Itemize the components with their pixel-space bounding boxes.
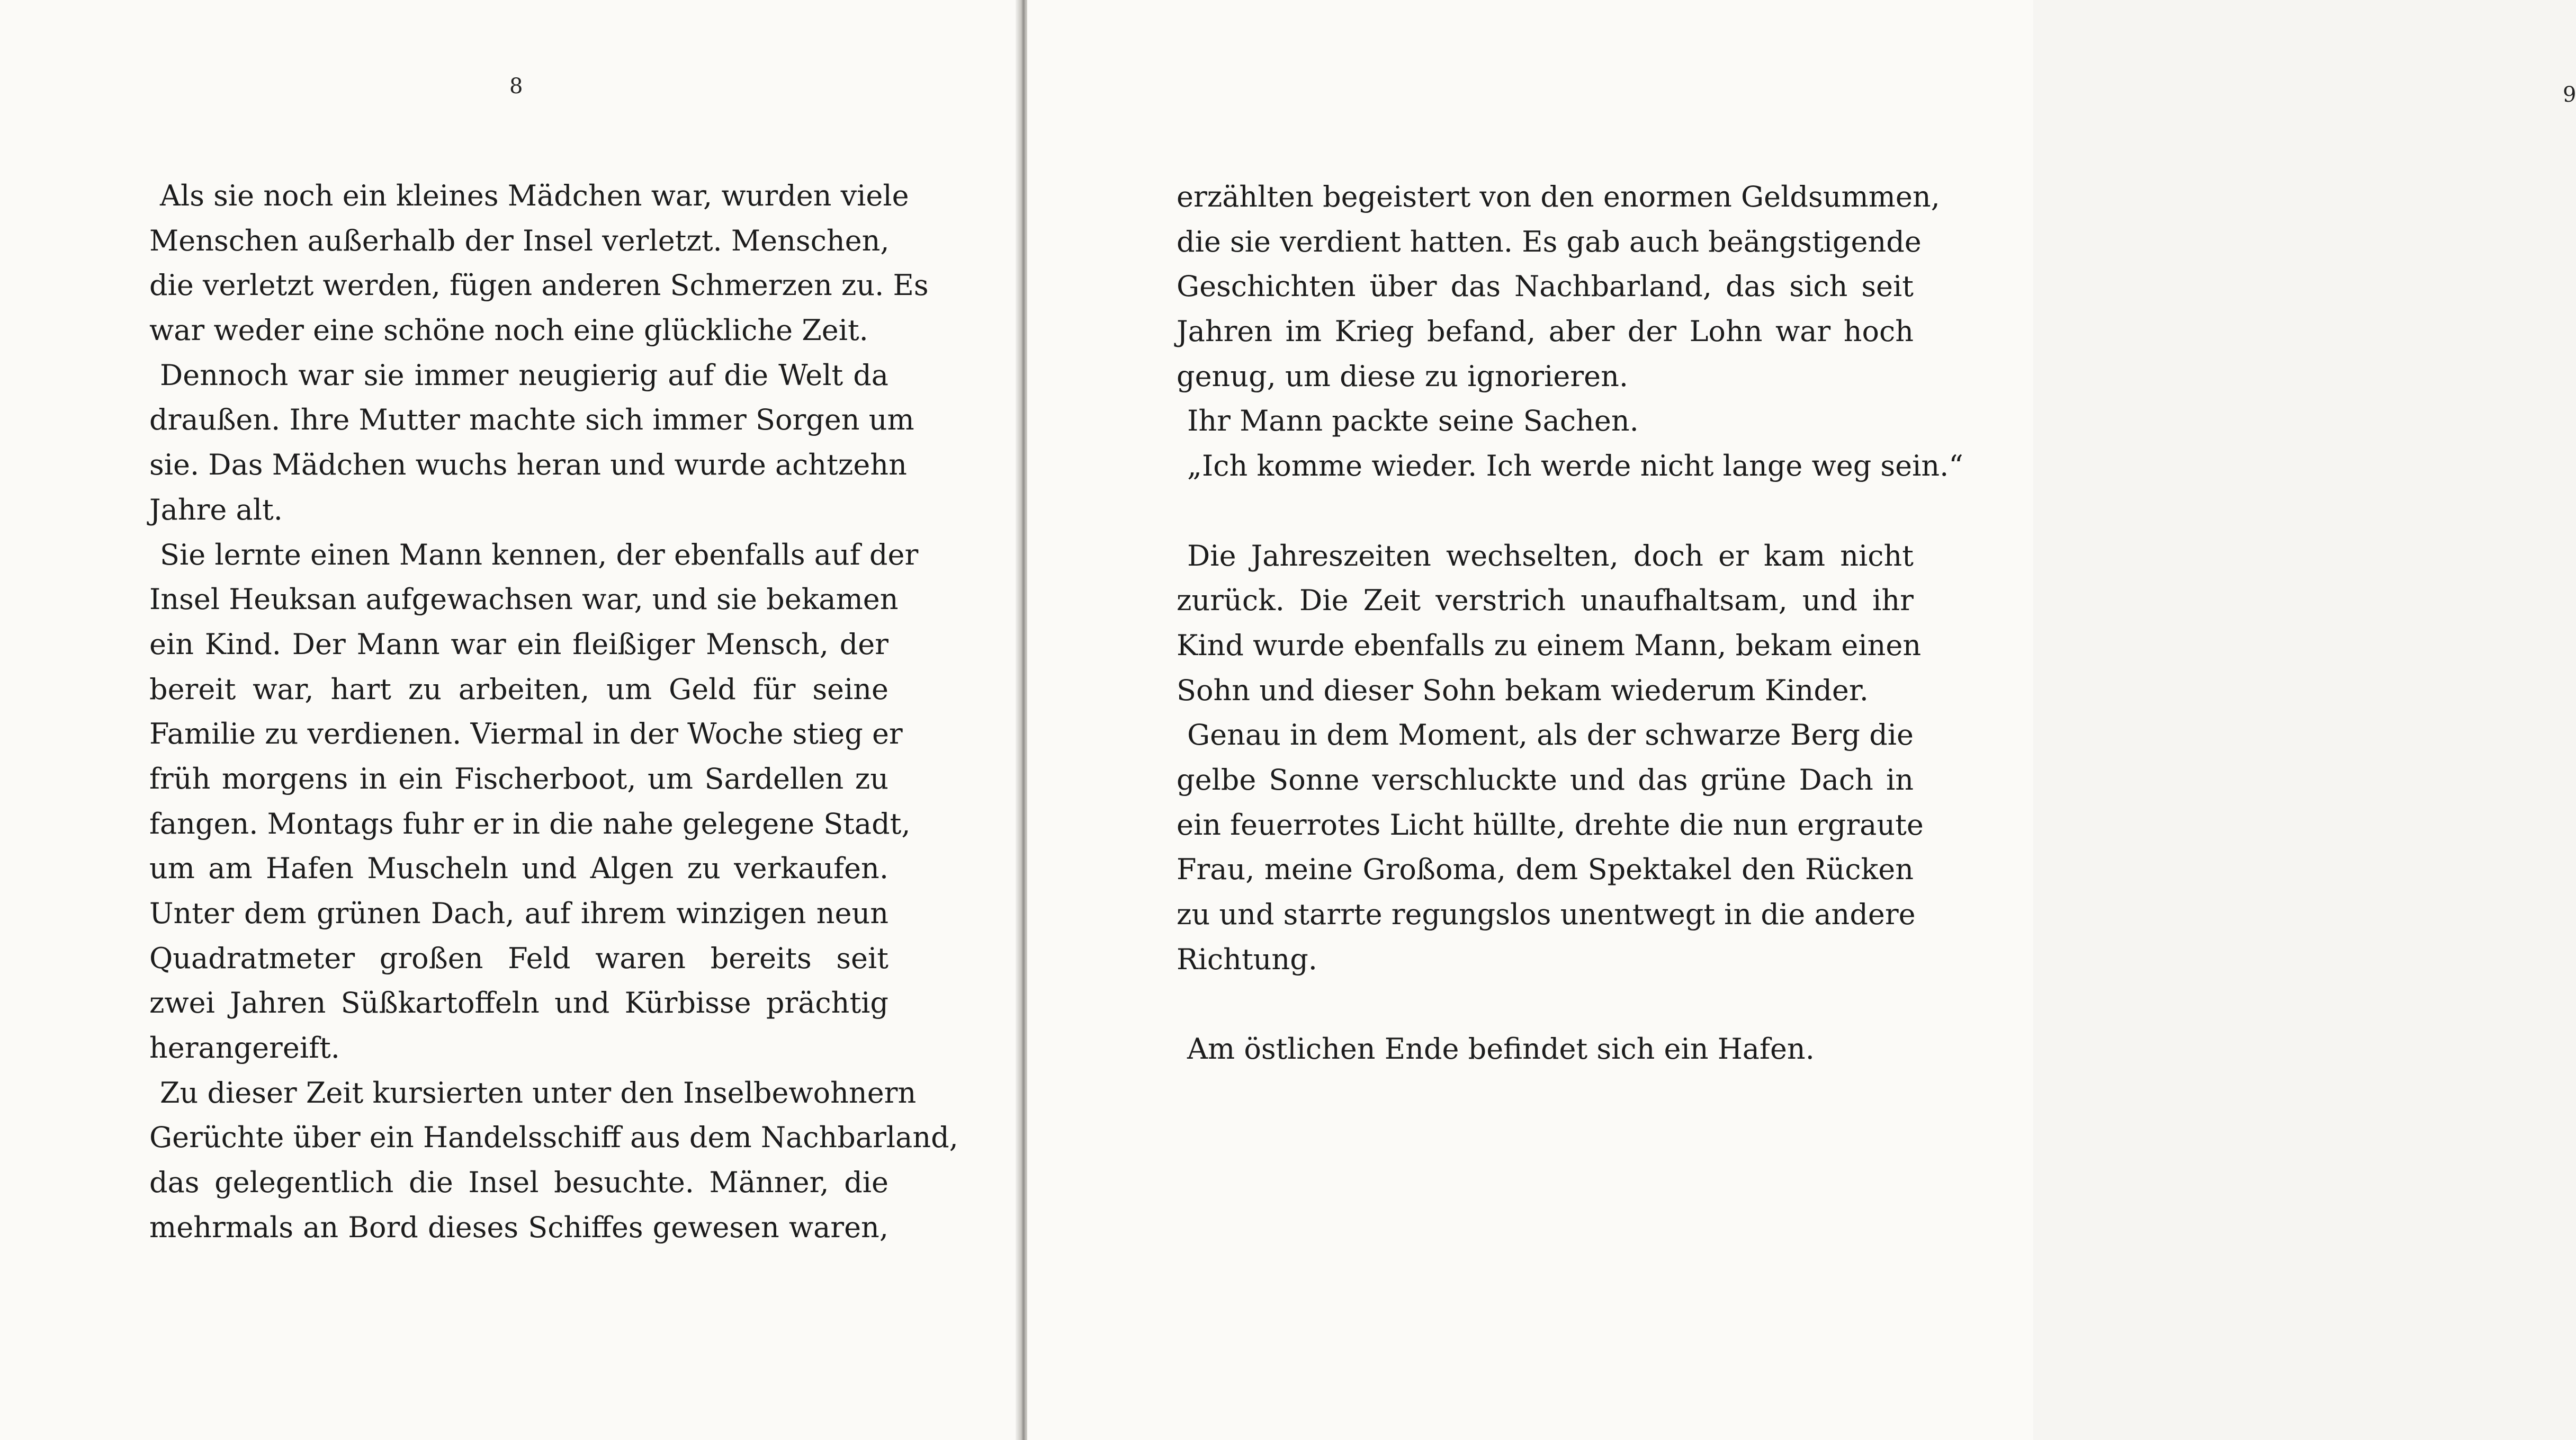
text-line: war weder eine schöne noch eine glückliche Zeit. — [149, 314, 868, 347]
text-line: Jahre alt. — [149, 493, 283, 526]
page-number-right: 9 — [2563, 83, 2576, 107]
text-line: zu und starrte regungslos unentwegt in die andere — [1177, 898, 1916, 931]
text-line: die sie verdient hatten. Es gab auch beängstigende — [1177, 225, 1922, 258]
text-line: Die Jahreszeiten wechselten, doch er kam nicht — [1187, 539, 1914, 573]
text-line: Familie zu verdienen. Viermal in der Woche stieg er — [149, 717, 903, 751]
text-line: früh morgens in ein Fischerboot, um Sardellen zu — [149, 762, 888, 795]
text-line: Am östlichen Ende befindet sich ein Hafen. — [1187, 1032, 1815, 1066]
blank-line — [1177, 489, 1914, 534]
text-line: bereit war, hart zu arbeiten, um Geld für seine — [149, 672, 888, 706]
left-page — [0, 0, 1022, 1440]
text-line: Sie lernte einen Mann kennen, der ebenfalls auf der — [160, 538, 919, 571]
text-line: Jahren im Krieg befand, aber der Lohn war hoch — [1177, 315, 1914, 348]
text-line: Menschen außerhalb der Insel verletzt. Menschen, — [149, 223, 890, 257]
text-line: ein feuerrotes Licht hüllte, drehte die nun ergraute — [1177, 808, 1924, 842]
page-number-left: 8 — [509, 74, 523, 99]
text-line: gelbe Sonne verschluckte und das grüne Dach in — [1177, 763, 1914, 797]
text-line: Sohn und dieser Sohn bekam wiederum Kinder. — [1177, 673, 1869, 707]
text-line: draußen. Ihre Mutter machte sich immer Sorgen um — [149, 403, 914, 437]
text-line: das gelegentlich die Insel besuchte. Männer, die — [149, 1166, 888, 1200]
text-line: „Ich komme wieder. Ich werde nicht lange weg sein.“ — [1187, 449, 1963, 483]
text-line: sie. Das Mädchen wuchs heran und wurde achtzehn — [149, 448, 907, 482]
text-line: ein Kind. Der Mann war ein fleißiger Mensch, der — [149, 627, 888, 661]
text-line: Als sie noch ein kleines Mädchen war, wurden viele — [160, 179, 909, 212]
text-line: erzählten begeistert von den enormen Geldsummen, — [1177, 180, 1940, 213]
text-line: zwei Jahren Süßkartoffeln und Kürbisse prächtig — [149, 986, 888, 1020]
text-line: Frau, meine Großoma, dem Spektakel den Rücken — [1177, 853, 1914, 887]
text-line: Insel Heuksan aufgewachsen war, und sie bekamen — [149, 583, 899, 616]
text-line: Genau in dem Moment, als der schwarze Berg die — [1187, 718, 1914, 752]
right-page-text — [1177, 175, 1963, 1072]
text-line: Ihr Mann packte seine Sachen. — [1187, 404, 1639, 438]
text-line: Richtung. — [1177, 942, 1317, 976]
text-line: herangereift. — [149, 1031, 340, 1065]
text-line: die verletzt werden, fügen anderen Schmerzen zu. Es — [149, 269, 929, 302]
text-line: Dennoch war sie immer neugierig auf die Welt da — [160, 358, 888, 392]
text-line: genug, um diese zu ignorieren. — [1177, 359, 1629, 393]
blank-line — [1177, 982, 1914, 1027]
text-line: fangen. Montags fuhr er in die nahe gelegene Stadt, — [149, 807, 911, 840]
text-line: Quadratmeter großen Feld waren bereits seit — [149, 941, 888, 975]
left-page-text — [149, 174, 958, 1250]
text-line: Gerüchte über ein Handelsschiff aus dem Nachbarland, — [149, 1121, 958, 1155]
text-line: zurück. Die Zeit verstrich unaufhaltsam, und ihr — [1177, 584, 1914, 618]
text-line: Kind wurde ebenfalls zu einem Mann, bekam einen — [1177, 628, 1922, 662]
text-line: Unter dem grünen Dach, auf ihrem winzigen neun — [149, 897, 888, 930]
text-line: um am Hafen Muscheln und Algen zu verkaufen. — [149, 852, 888, 886]
text-line: Geschichten über das Nachbarland, das sich seit — [1177, 270, 1914, 303]
text-line: Zu dieser Zeit kursierten unter den Inselbewohnern — [160, 1076, 917, 1110]
text-line: mehrmals an Bord dieses Schiffes gewesen waren, — [149, 1210, 888, 1244]
